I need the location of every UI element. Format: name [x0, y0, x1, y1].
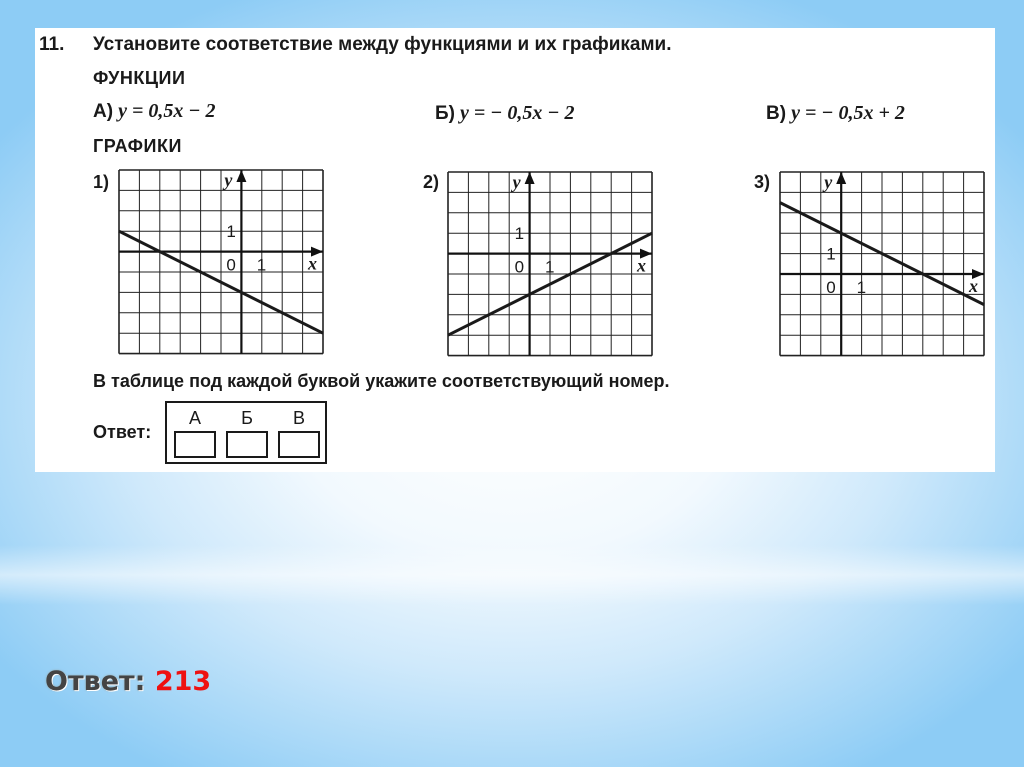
origin-label: 0	[826, 278, 836, 297]
axis-y-label: y	[512, 172, 521, 192]
tick-x-label: 1	[856, 278, 867, 297]
column-header-a: А	[188, 408, 201, 428]
graphs-header: ГРАФИКИ	[93, 136, 182, 156]
y-axis-arrow	[525, 172, 535, 184]
function-letter: В)	[766, 103, 787, 124]
tick-y-label: 1	[226, 222, 236, 242]
axis-y-label: y	[224, 170, 233, 190]
answer-cell-b[interactable]	[226, 431, 268, 458]
instruction-text: В таблице под каждой буквой укажите соответствующий номер.	[93, 371, 670, 391]
graph-2	[448, 172, 654, 370]
column-header-c: В	[292, 408, 305, 428]
function-a	[93, 100, 215, 123]
task-number: 11.	[39, 34, 65, 55]
tick-y-label: 1	[514, 224, 525, 244]
function-letter: А)	[93, 101, 114, 122]
column-header-b: Б	[241, 408, 253, 428]
tick-x-label: 1	[256, 255, 267, 275]
answer-cell-c[interactable]	[278, 431, 320, 458]
function-letter: Б)	[435, 103, 455, 124]
answer-label: Ответ:	[93, 422, 152, 442]
tick-x-label: 1	[545, 257, 555, 277]
background-band	[0, 545, 1024, 605]
graph-1-label: 1)	[93, 172, 110, 192]
function-formula: y = − 0,5x − 2	[459, 102, 575, 124]
origin-label: 0	[226, 255, 236, 275]
answer-cell-a[interactable]	[174, 431, 216, 458]
worksheet	[35, 28, 995, 472]
grid	[780, 172, 984, 356]
y-axis-arrow	[236, 170, 246, 182]
grid	[119, 170, 323, 354]
final-answer	[45, 666, 211, 697]
functions-header: ФУНКЦИИ	[93, 68, 186, 88]
axis-x-label: x	[637, 255, 646, 276]
function-b	[435, 102, 575, 125]
graph-1	[119, 170, 325, 368]
axis-y-label: y	[824, 172, 833, 192]
function-c	[766, 102, 905, 125]
graph-2-label: 2)	[423, 172, 440, 192]
tick-y-label: 1	[826, 244, 836, 264]
graph-3-label: 3)	[754, 172, 771, 192]
task-text: Установите соответствие между функциями и их графиками.	[93, 34, 672, 55]
final-answer-value: 213	[154, 666, 212, 697]
function-formula: y = 0,5x − 2	[118, 100, 216, 122]
graph-3	[780, 172, 986, 370]
axis-x-label: x	[308, 253, 317, 274]
function-formula: y = − 0,5x + 2	[791, 102, 905, 124]
origin-label: 0	[514, 257, 525, 277]
axis-x-label: x	[969, 276, 978, 296]
answer-table	[165, 401, 327, 464]
y-axis-arrow	[836, 172, 846, 184]
final-answer-label: Ответ:	[45, 666, 146, 697]
